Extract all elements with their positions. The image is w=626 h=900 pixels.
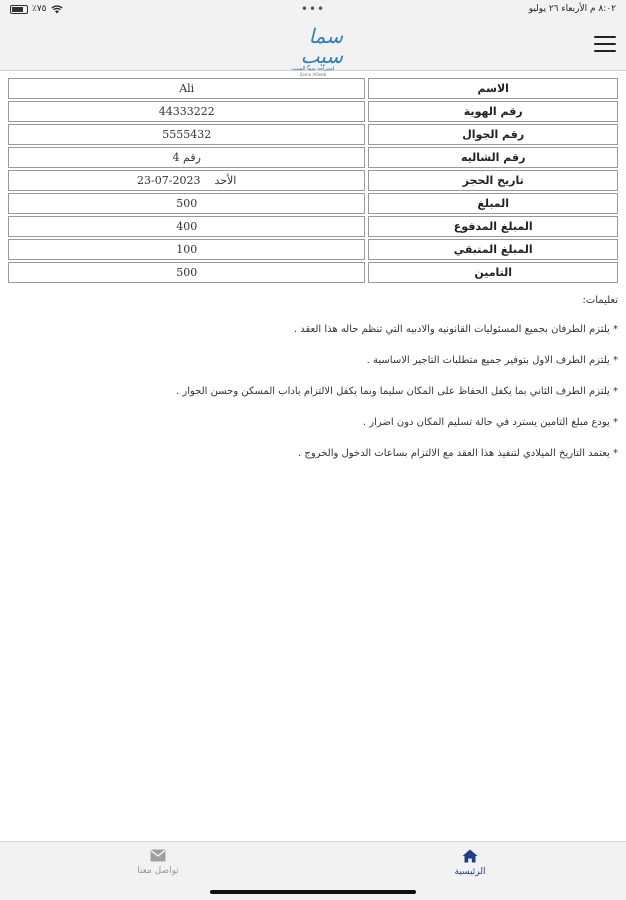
status-left (10, 4, 63, 14)
detail-value: 500 (8, 262, 365, 283)
instructions-title: تعليمات: (582, 295, 618, 306)
booking-day: الأحد (214, 174, 237, 187)
detail-label: التامين (368, 262, 618, 283)
instruction-item: * يلتزم الطرف الاول بتوفير جميع متطلبات التاجير الاساسية . (366, 355, 618, 366)
detail-label: المبلغ (368, 193, 618, 214)
detail-label: رقم الشاليه (368, 147, 618, 168)
tab-contact-label: تواصل معنا (137, 866, 179, 876)
detail-label: رقم الجوال (368, 124, 618, 145)
bottom-tab-bar (0, 841, 626, 900)
detail-row-paid (8, 216, 618, 237)
wifi-icon (51, 5, 63, 14)
battery-icon (10, 5, 28, 14)
instruction-item: * يعتمد التاريخ الميلادي لتنفيذ هذا العقد مع الالتزام بساعات الدخول والخروج . (298, 448, 618, 459)
tab-home-label: الرئيسية (454, 867, 486, 877)
logo-mark: سما سيب (300, 24, 343, 68)
detail-value: رقم 4 (8, 147, 365, 168)
tab-home[interactable] (425, 849, 515, 877)
datetime: ٨:٠٢ م الأربعاء ٢٦ يوليو (528, 4, 616, 14)
hamburger-menu-icon[interactable] (594, 36, 616, 52)
detail-label: المبلغ المدفوع (368, 216, 618, 237)
detail-value: 44333222 (8, 101, 365, 122)
detail-row-insurance (8, 262, 618, 283)
logo-subtitle: استراحة سما السيب (291, 66, 335, 72)
instruction-item: * يلتزم الطرفان بجميع المسئوليات القانونيه والادبيه التي تنظم حاله هذا العقد . (293, 324, 618, 335)
app-header (0, 20, 626, 77)
detail-value: 100 (8, 239, 365, 260)
detail-label: المبلغ المتبقي (368, 239, 618, 260)
logo-subtitle-en: Sama AlSeeb (299, 72, 327, 77)
instructions-section (8, 295, 618, 479)
detail-row-booking-date (8, 170, 618, 191)
mail-icon (150, 849, 166, 862)
multitask-dots[interactable]: ••• (300, 2, 326, 16)
detail-label: الاسم (368, 78, 618, 99)
detail-row-mobile (8, 124, 618, 145)
instruction-item: * يلتزم الطرف الثاني بما يكفل الحفاظ على المكان سليما وبما يكفل الالتزام باداب المسكن وحسن الجوار . (176, 386, 618, 397)
detail-value: Ali (8, 78, 365, 99)
detail-label: رقم الهوية (368, 101, 618, 122)
detail-row-id (8, 101, 618, 122)
battery-level: ٪٧٥ (32, 4, 47, 14)
detail-label: تاريخ الحجز (368, 170, 618, 191)
detail-value (8, 170, 365, 191)
home-icon (462, 849, 478, 863)
detail-value: 5555432 (8, 124, 365, 145)
status-bar (0, 0, 626, 20)
booking-date: 23-07-2023 (137, 174, 201, 187)
detail-row-amount (8, 193, 618, 214)
detail-value: 400 (8, 216, 365, 237)
app-logo (283, 24, 343, 77)
instruction-item: * يودع مبلغ التامين يسترد في حالة تسليم المكان دون اضرار . (362, 417, 618, 428)
detail-value: 500 (8, 193, 365, 214)
detail-row-chalet (8, 147, 618, 168)
tab-contact[interactable] (113, 849, 203, 876)
booking-details-table (8, 78, 618, 285)
home-indicator[interactable] (210, 890, 416, 894)
detail-row-name (8, 78, 618, 99)
detail-row-remaining (8, 239, 618, 260)
